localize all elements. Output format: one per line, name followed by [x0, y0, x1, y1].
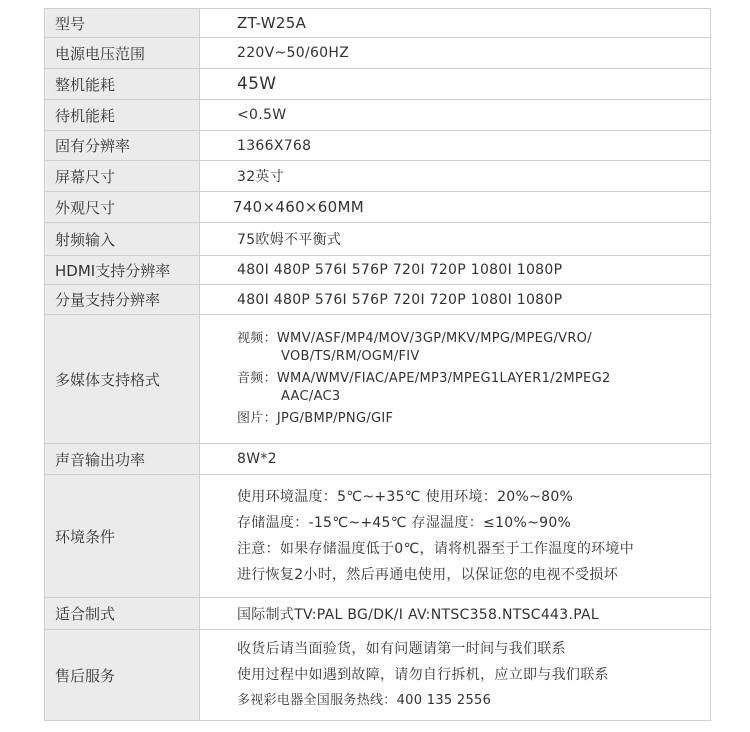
spec-value: ZT-W25A [200, 9, 711, 37]
spec-row-resolution [45, 131, 711, 161]
spec-value-service [200, 630, 711, 720]
spec-row-audio-power [45, 444, 711, 475]
spec-label: 型号 [45, 9, 200, 37]
spec-row-component [45, 285, 711, 315]
spec-row-service [45, 630, 711, 721]
spec-label: 外观尺寸 [45, 192, 200, 222]
spec-table [44, 8, 711, 721]
spec-value: 480I 480P 576I 576P 720I 720P 1080I 1080P [200, 285, 711, 314]
spec-row-dimensions [45, 192, 711, 223]
service-line: 使用过程中如遇到故障，请勿自行拆机，应立即与我们联系 [237, 667, 609, 683]
media-audio-line: 音频：WMA/WMV/FIAC/APE/MP3/MPEG1LAYER1/2MPEG2 [237, 371, 611, 386]
spec-value: 国际制式TV:PAL BG/DK/I AV:NTSC358.NTSC443.PAL [200, 598, 711, 629]
media-video-line-cont: VOB/TS/RM/OGM/FIV [281, 349, 420, 364]
spec-label: 固有分辨率 [45, 131, 200, 160]
spec-value: 45W [200, 69, 711, 99]
spec-value: 1366X768 [200, 131, 711, 160]
spec-row-hdmi [45, 256, 711, 285]
spec-row-voltage [45, 38, 711, 69]
spec-value: <0.5W [200, 100, 711, 130]
spec-label: HDMI支持分辨率 [45, 256, 200, 284]
spec-value: 480I 480P 576I 576P 720I 720P 1080I 1080P [200, 256, 711, 284]
spec-label: 整机能耗 [45, 69, 200, 99]
service-hotline: 多视彩电器全国服务热线：400 135 2556 [237, 693, 492, 708]
spec-row-standby [45, 100, 711, 131]
spec-row-screen-size [45, 161, 711, 192]
spec-value-media [200, 315, 711, 443]
media-audio-line-cont: AAC/AC3 [281, 389, 341, 404]
spec-value: 220V~50/60HZ [200, 38, 711, 68]
spec-label: 射频输入 [45, 223, 200, 255]
spec-row-rf-input [45, 223, 711, 256]
spec-value: 75欧姆不平衡式 [200, 223, 711, 255]
spec-label: 多媒体支持格式 [45, 315, 200, 443]
spec-label: 屏幕尺寸 [45, 161, 200, 191]
spec-label: 环境条件 [45, 475, 200, 597]
spec-row-power [45, 69, 711, 100]
spec-value: 8W*2 [200, 444, 711, 474]
environment-line: 存储温度：-15℃~+45℃ 存湿温度：≤10%~90% [237, 515, 572, 531]
spec-row-system [45, 598, 711, 630]
spec-label: 售后服务 [45, 630, 200, 720]
spec-label: 声音输出功率 [45, 444, 200, 474]
spec-row-environment [45, 475, 711, 598]
spec-label: 分量支持分辨率 [45, 285, 200, 314]
media-video-line: 视频：WMV/ASF/MP4/MOV/3GP/MKV/MPG/MPEG/VRO/ [237, 331, 592, 346]
spec-value-environment [200, 475, 711, 597]
spec-value: 32英寸 [200, 161, 711, 191]
service-line: 收货后请当面验货，如有问题请第一时间与我们联系 [237, 641, 566, 657]
environment-line: 使用环境温度：5℃~+35℃ 使用环境：20%~80% [237, 489, 574, 505]
spec-label: 待机能耗 [45, 100, 200, 130]
environment-line: 注意：如果存储温度低于0℃，请将机器至于工作温度的环境中 [237, 541, 635, 557]
spec-label: 电源电压范围 [45, 38, 200, 68]
environment-line: 进行恢复2小时，然后再通电使用，以保证您的电视不受损坏 [237, 567, 619, 583]
spec-row-media [45, 315, 711, 444]
spec-label: 适合制式 [45, 598, 200, 629]
media-image-line: 图片：JPG/BMP/PNG/GIF [237, 411, 394, 426]
spec-value: 740×460×60MM [200, 192, 711, 222]
spec-row-model [45, 9, 711, 38]
